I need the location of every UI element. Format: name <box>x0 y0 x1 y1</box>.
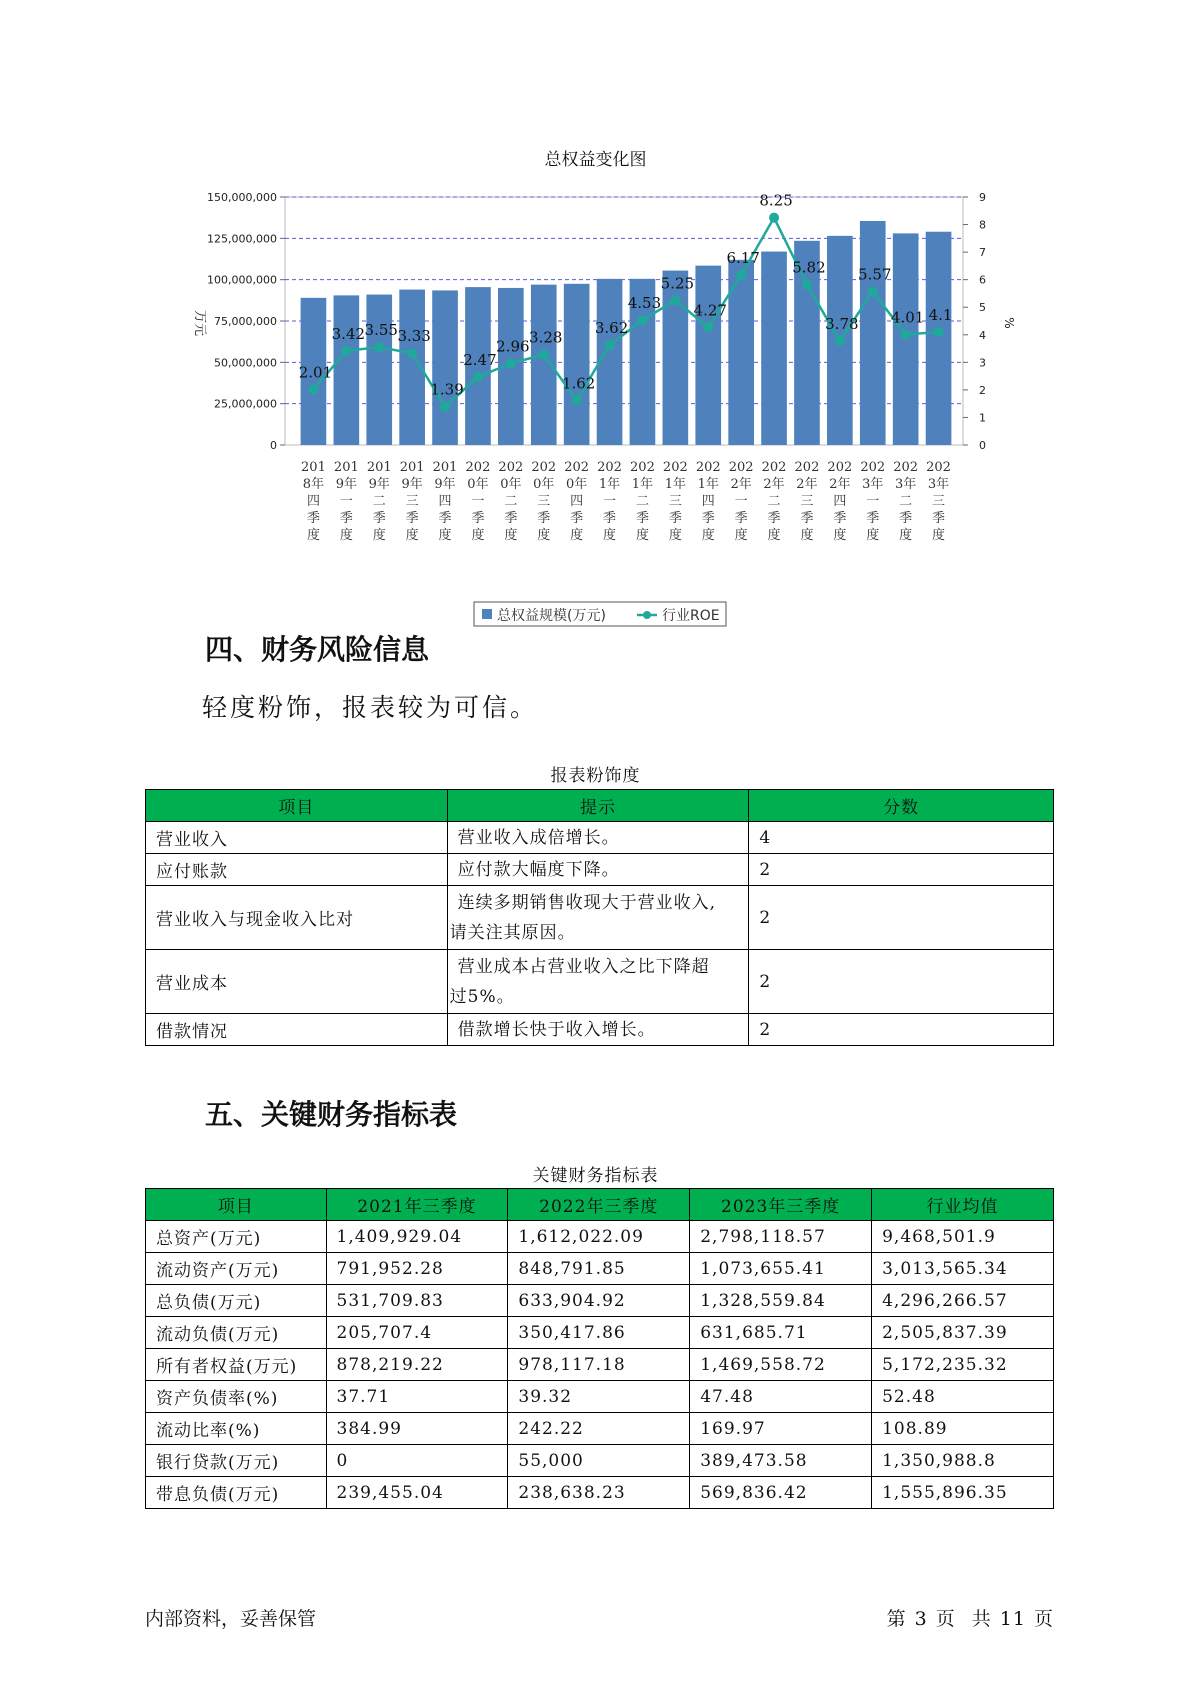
whitewash-table <box>145 789 1054 1046</box>
value-cell: 0 <box>326 1445 508 1477</box>
right-tick-label: 7 <box>979 246 986 260</box>
table-header-cell: 分数 <box>749 790 1054 822</box>
bar <box>432 290 458 445</box>
x-tick-label: 202 3年三季度 <box>926 460 951 543</box>
roe-point <box>703 322 713 332</box>
hint-cell <box>447 822 749 854</box>
table-row <box>146 950 1054 1014</box>
x-tick-label: 202 1年一季度 <box>597 460 622 543</box>
x-tick-label: 202 1年二季度 <box>630 460 655 543</box>
table-row <box>146 822 1054 854</box>
x-tick-label: 202 3年一季度 <box>860 460 886 543</box>
score-cell: 2 <box>749 950 1054 1014</box>
x-tick-label: 202 0年三季度 <box>531 460 557 543</box>
hint-line: 连续多期销售收现大于营业收入, <box>457 892 717 913</box>
roe-point <box>440 402 450 412</box>
left-tick-label: 0 <box>270 439 277 452</box>
value-cell: 55,000 <box>508 1445 690 1477</box>
bar <box>531 285 557 445</box>
roe-point <box>605 340 615 350</box>
item-cell: 流动资产(万元) <box>146 1253 327 1285</box>
table-row <box>146 1253 1054 1285</box>
legend-label: 行业ROE <box>662 608 720 624</box>
value-cell: 848,791.85 <box>508 1253 690 1285</box>
x-tick-label: 201 9年一季度 <box>333 460 359 543</box>
total-num: 11 <box>999 1608 1026 1630</box>
roe-data-label: 3.78 <box>825 314 859 333</box>
roe-point <box>868 287 878 297</box>
right-tick-label: 2 <box>979 383 986 397</box>
bar <box>334 295 360 445</box>
x-tick-label: 201 9年三季度 <box>399 460 425 543</box>
chart-title: 总权益变化图 <box>544 150 647 170</box>
bar <box>761 252 787 445</box>
roe-point <box>670 295 680 305</box>
value-cell: 205,707.4 <box>326 1317 508 1349</box>
total-suffix: 页 <box>1033 1608 1054 1630</box>
roe-point <box>802 280 812 290</box>
value-cell: 1,328,559.84 <box>690 1285 872 1317</box>
roe-point <box>473 372 483 382</box>
left-tick-label: 125,000,000 <box>207 232 277 246</box>
roe-data-label: 1.62 <box>561 374 596 393</box>
roe-data-label: 3.62 <box>594 319 629 338</box>
value-cell: 1,409,929.04 <box>326 1221 508 1253</box>
item-cell: 营业收入与现金收入比对 <box>146 886 448 950</box>
table1-caption: 报表粉饰度 <box>550 766 641 786</box>
hint-line: 应付款大幅度下降。 <box>457 859 620 880</box>
x-tick-label: 202 2年四季度 <box>827 460 853 543</box>
right-tick-label: 4 <box>979 328 986 342</box>
table-header-cell: 提示 <box>447 790 749 822</box>
bar <box>564 284 590 445</box>
value-cell: 1,073,655.41 <box>690 1253 872 1285</box>
x-tick-label: 202 0年二季度 <box>498 460 524 543</box>
table-header-cell: 项目 <box>146 790 448 822</box>
key-indicators-table <box>145 1188 1054 1509</box>
table-row <box>146 1349 1054 1381</box>
table-row <box>146 1381 1054 1413</box>
item-cell: 带息负债(万元) <box>146 1477 327 1509</box>
bar <box>695 266 721 445</box>
roe-point <box>374 342 384 352</box>
value-cell: 52.48 <box>872 1381 1054 1413</box>
score-cell: 2 <box>749 1014 1054 1046</box>
value-cell: 3,013,565.34 <box>872 1253 1054 1285</box>
value-cell: 531,709.83 <box>326 1285 508 1317</box>
table-header-row <box>146 1189 1054 1221</box>
hint-line: 营业成本占营业收入之比下降超 <box>457 956 710 977</box>
roe-data-label: 3.42 <box>331 324 366 343</box>
equity-chart <box>0 170 1191 624</box>
roe-point <box>637 315 647 325</box>
legend-label: 总权益规模(万元) <box>497 608 606 624</box>
roe-data-label: 4.53 <box>627 294 662 313</box>
left-tick-label: 75,000,000 <box>214 315 277 328</box>
x-tick-label: 202 1年四季度 <box>695 460 721 543</box>
item-cell: 银行贷款(万元) <box>146 1445 327 1477</box>
roe-data-label: 6.17 <box>726 248 760 267</box>
table-header-cell: 2021年三季度 <box>326 1189 508 1221</box>
item-cell: 流动比率(%) <box>146 1413 327 1445</box>
item-cell: 总资产(万元) <box>146 1221 327 1253</box>
roe-data-label: 8.25 <box>759 191 793 210</box>
hint-cell <box>447 1014 749 1046</box>
left-axis-unit: 万元 <box>192 309 207 337</box>
value-cell: 37.71 <box>326 1381 508 1413</box>
x-tick-label: 202 0年四季度 <box>564 460 590 543</box>
roe-data-label: 2.96 <box>496 337 530 356</box>
value-cell: 238,638.23 <box>508 1477 690 1509</box>
value-cell: 978,117.18 <box>508 1349 690 1381</box>
table2-caption: 关键财务指标表 <box>532 1166 659 1186</box>
table-header-cell: 行业均值 <box>872 1189 1054 1221</box>
right-tick-label: 5 <box>979 301 986 315</box>
roe-data-label: 4.1 <box>928 306 953 325</box>
value-cell: 1,612,022.09 <box>508 1221 690 1253</box>
page-num: 3 <box>914 1608 928 1630</box>
value-cell: 39.32 <box>508 1381 690 1413</box>
value-cell: 631,685.71 <box>690 1317 872 1349</box>
value-cell: 633,904.92 <box>508 1285 690 1317</box>
value-cell: 384.99 <box>326 1413 508 1445</box>
x-tick-label: 202 2年三季度 <box>794 460 820 543</box>
value-cell: 5,172,235.32 <box>872 1349 1054 1381</box>
roe-point <box>901 330 911 340</box>
hint-line: 请关注其原因。 <box>449 922 576 943</box>
hint-cell <box>447 886 749 950</box>
value-cell: 1,350,988.8 <box>872 1445 1054 1477</box>
footer-confidential-note: 内部资料，妥善保管 <box>145 1608 317 1630</box>
value-cell: 169.97 <box>690 1413 872 1445</box>
right-tick-label: 9 <box>979 191 986 204</box>
item-cell: 流动负债(万元) <box>146 1317 327 1349</box>
value-cell: 108.89 <box>872 1413 1054 1445</box>
table-row <box>146 1221 1054 1253</box>
score-cell: 2 <box>749 854 1054 886</box>
item-cell: 所有者权益(万元) <box>146 1349 327 1381</box>
hint-line: 营业收入成倍增长。 <box>457 827 620 848</box>
value-cell: 1,555,896.35 <box>872 1477 1054 1509</box>
left-tick-label: 50,000,000 <box>214 356 277 370</box>
roe-data-label: 3.55 <box>364 321 398 340</box>
roe-point <box>769 213 779 223</box>
x-tick-label: 201 8年四季度 <box>301 460 326 543</box>
right-tick-label: 3 <box>979 356 986 370</box>
value-cell: 4,296,266.57 <box>872 1285 1054 1317</box>
left-tick-label: 100,000,000 <box>207 273 277 287</box>
section4-paragraph: 轻度粉饰，报表较为可信。 <box>202 693 539 722</box>
page-mid: 页 <box>935 1608 956 1630</box>
roe-point <box>835 336 845 346</box>
roe-point <box>736 270 746 280</box>
table-row <box>146 1477 1054 1509</box>
x-tick-label: 202 2年二季度 <box>761 460 787 543</box>
value-cell: 569,836.42 <box>690 1477 872 1509</box>
roe-data-label: 5.82 <box>792 258 826 277</box>
section5-heading: 五、关键财务指标表 <box>205 1098 458 1131</box>
roe-data-label: 3.33 <box>397 327 431 346</box>
table-row <box>146 1014 1054 1046</box>
bar <box>926 232 952 445</box>
legend-bar-swatch <box>482 609 492 619</box>
roe-data-label: 4.01 <box>890 308 925 327</box>
legend-line-marker <box>643 611 651 619</box>
roe-data-label: 3.28 <box>529 328 563 347</box>
x-tick-label: 201 9年二季度 <box>366 460 392 543</box>
section4-heading: 四、财务风险信息 <box>205 633 430 666</box>
roe-data-label: 1.39 <box>430 380 464 399</box>
value-cell: 2,798,118.57 <box>690 1221 872 1253</box>
hint-line: 过5%。 <box>449 986 515 1007</box>
roe-point <box>407 348 417 358</box>
table-row <box>146 854 1054 886</box>
table-header-cell: 2023年三季度 <box>690 1189 872 1221</box>
table-row <box>146 1285 1054 1317</box>
roe-point <box>341 346 351 356</box>
bar <box>860 221 886 445</box>
table-header-cell: 项目 <box>146 1189 327 1221</box>
value-cell: 2,505,837.39 <box>872 1317 1054 1349</box>
table-row <box>146 1445 1054 1477</box>
table-row <box>146 1413 1054 1445</box>
roe-point <box>572 395 582 405</box>
roe-data-label: 5.25 <box>660 274 695 293</box>
roe-point <box>308 385 318 395</box>
value-cell: 350,417.86 <box>508 1317 690 1349</box>
value-cell: 791,952.28 <box>326 1253 508 1285</box>
value-cell: 1,469,558.72 <box>690 1349 872 1381</box>
right-tick-label: 1 <box>979 411 986 425</box>
score-cell: 2 <box>749 886 1054 950</box>
table-header-row <box>146 790 1054 822</box>
table-header-cell: 2022年三季度 <box>508 1189 690 1221</box>
hint-cell <box>447 950 749 1014</box>
hint-line: 借款增长快于收入增长。 <box>457 1019 656 1040</box>
table-row <box>146 886 1054 950</box>
roe-data-label: 2.01 <box>298 363 333 382</box>
value-cell: 239,455.04 <box>326 1477 508 1509</box>
item-cell: 营业成本 <box>146 950 448 1014</box>
value-cell: 878,219.22 <box>326 1349 508 1381</box>
hint-cell <box>447 854 749 886</box>
item-cell: 应付账款 <box>146 854 448 886</box>
x-tick-label: 202 0年一季度 <box>465 460 491 543</box>
score-cell: 4 <box>749 822 1054 854</box>
x-tick-label: 202 1年三季度 <box>662 460 688 543</box>
roe-point <box>506 358 516 368</box>
value-cell: 9,468,501.9 <box>872 1221 1054 1253</box>
roe-data-label: 5.57 <box>858 265 892 284</box>
x-tick-label: 201 9年四季度 <box>432 460 458 543</box>
bar <box>366 295 392 445</box>
footer-page-number <box>887 1604 1054 1631</box>
left-tick-label: 25,000,000 <box>214 397 277 411</box>
item-cell: 借款情况 <box>146 1014 448 1046</box>
table-row <box>146 1317 1054 1349</box>
left-tick-label: 150,000,000 <box>207 191 277 204</box>
item-cell: 资产负债率(%) <box>146 1381 327 1413</box>
roe-point <box>539 350 549 360</box>
right-tick-label: 8 <box>979 218 986 232</box>
roe-point <box>934 327 944 337</box>
x-tick-label: 202 2年一季度 <box>728 460 754 543</box>
value-cell: 47.48 <box>690 1381 872 1413</box>
roe-data-label: 4.27 <box>693 301 727 320</box>
right-tick-label: 6 <box>979 273 986 287</box>
item-cell: 营业收入 <box>146 822 448 854</box>
right-tick-label: 0 <box>979 439 986 452</box>
right-axis-unit: % <box>1002 317 1016 329</box>
item-cell: 总负债(万元) <box>146 1285 327 1317</box>
roe-data-label: 2.47 <box>463 350 497 369</box>
value-cell: 389,473.58 <box>690 1445 872 1477</box>
value-cell: 242.22 <box>508 1413 690 1445</box>
page-prefix: 第 <box>886 1608 907 1630</box>
x-tick-label: 202 3年二季度 <box>893 460 919 543</box>
total-prefix: 共 <box>971 1608 992 1630</box>
